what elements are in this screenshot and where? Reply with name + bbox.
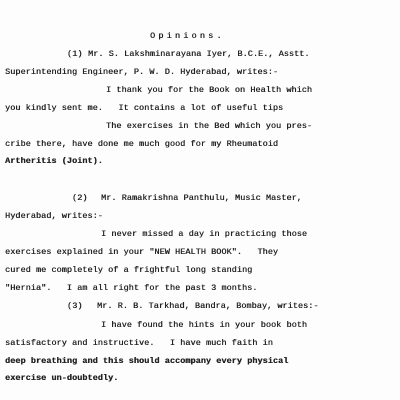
opinion-1-line-1: Mr. S. Lakshminarayana Iyer, B.C.E., Asstt. (88, 49, 310, 59)
opinion-1-number: (1) (67, 49, 83, 59)
opinion-3-line-3: satisfactory and instructive. I have much faith in (5, 338, 273, 348)
opinion-2-line-1: Mr. Ramakrishna Panthulu, Music Master, (101, 193, 302, 203)
opinion-3-line-5: exercise un-doubtedly. (5, 373, 119, 383)
opinion-1-line-6: cribe there, have done me much good for my Rheumatoid (5, 139, 278, 149)
opinion-3-line-2: I have found the hints in your book both (101, 320, 308, 330)
opinion-2-line-4: exercises explained in your "NEW HEALTH BOOK". They (5, 247, 278, 257)
opinion-2-line-3: I never missed a day in practicing those (101, 229, 308, 239)
opinion-2-line-2: Hyderabad, writes:- (5, 211, 103, 221)
opinion-3-number: (3) (67, 301, 83, 311)
opinion-1-line-7: Artheritis (Joint). (5, 156, 103, 166)
opinion-1-line-3: I thank you for the Book on Health which (106, 85, 313, 95)
opinion-2-line-5: cured me completely of a frightful long standing (5, 265, 253, 275)
opinion-3-line-4: deep breathing and this should accompany every physical (5, 356, 289, 366)
opinion-2-line-6: "Hernia". I am all right for the past 3 months. (5, 283, 258, 293)
opinion-1-line-2: Superintending Engineer, P. W. D. Hyderabad, writes:- (5, 67, 278, 77)
page-title: Opinions. (150, 31, 225, 41)
opinion-1-line-4: you kindly sent me. It contains a lot of useful tips (5, 103, 284, 113)
opinion-1-line-5: The exercises in the Bed which you pres- (106, 121, 313, 131)
opinion-2-number: (2) (72, 193, 88, 203)
opinion-3-line-1: Mr. R. B. Tarkhad, Bandra, Bombay, writes:- (97, 301, 319, 311)
